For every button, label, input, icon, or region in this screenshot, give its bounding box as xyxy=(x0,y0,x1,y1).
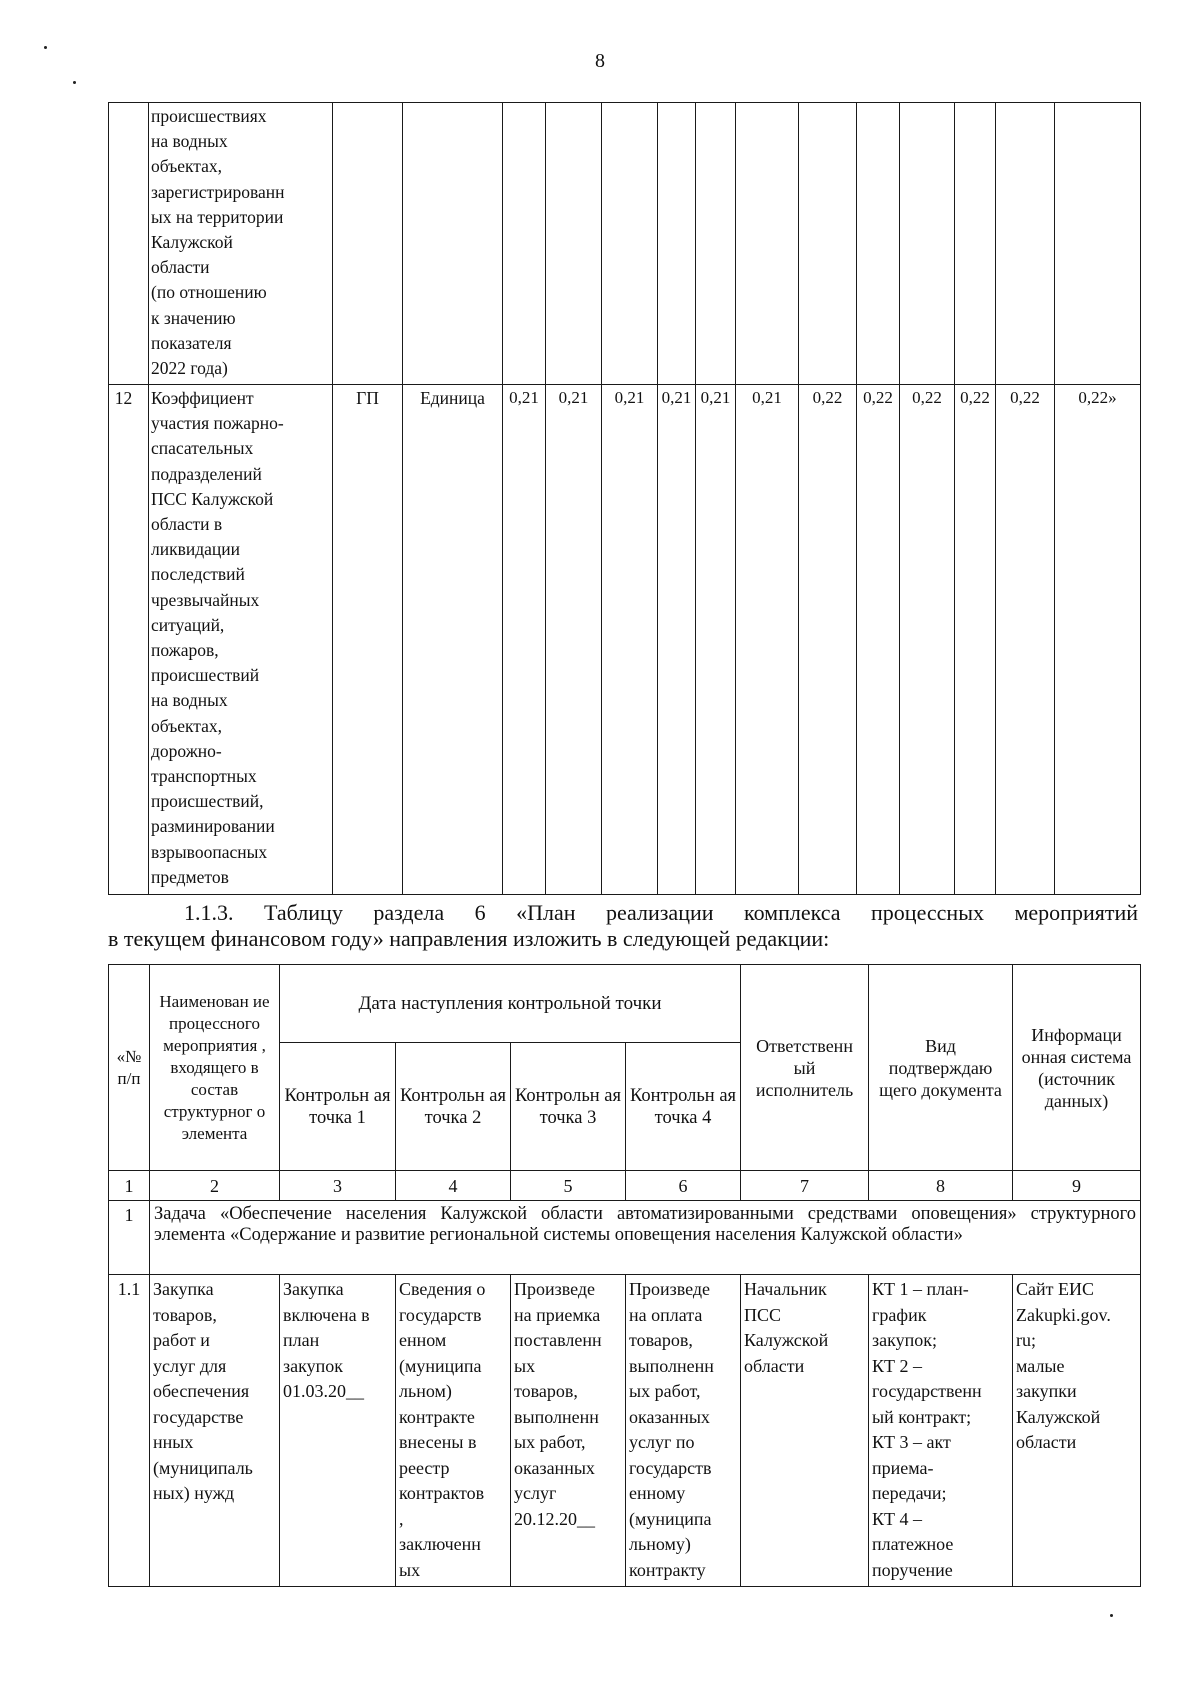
header-kt3: Контрольн ая точка 3 xyxy=(511,1043,626,1171)
column-number: 2 xyxy=(150,1171,280,1201)
scan-speck xyxy=(44,46,47,49)
executor-cell: Начальник ПСС Калужской области xyxy=(741,1275,869,1587)
task-num: 1 xyxy=(109,1201,150,1275)
column-number: 5 xyxy=(511,1171,626,1201)
header-kt4: Контрольн ая точка 4 xyxy=(626,1043,741,1171)
header-executor: Ответственн ый исполнитель xyxy=(741,965,869,1171)
column-number: 1 xyxy=(109,1171,150,1201)
value-cell: 0,22» xyxy=(1055,385,1141,895)
row-num-cell xyxy=(109,103,149,385)
task-row xyxy=(109,1201,1141,1275)
task-text: Задача «Обеспечение населения Калужской области автоматизированными средствами оповещения» структурного элемента «Содержание и развитие региональной системы оповещения населения Калужской области» xyxy=(150,1201,1141,1275)
column-number: 4 xyxy=(396,1171,511,1201)
scan-speck xyxy=(73,81,76,84)
value-cell: 0,22 xyxy=(955,385,996,895)
kt4-cell: Произведе на оплата товаров, выполненн ых работ, оказанных услуг по государств енному (муниципа льному) контракту xyxy=(626,1275,741,1587)
instruction-paragraph xyxy=(108,900,1138,952)
column-number: 7 xyxy=(741,1171,869,1201)
column-number: 8 xyxy=(869,1171,1013,1201)
value-cell: 0,22 xyxy=(996,385,1055,895)
measure-name-cell: Закупка товаров, работ и услуг для обеспечения государстве нных (муниципаль ных) нужд xyxy=(150,1275,280,1587)
scan-speck xyxy=(1110,1614,1113,1617)
table-row xyxy=(109,1275,1141,1587)
column-number: 9 xyxy=(1013,1171,1141,1201)
header-kt1: Контрольн ая точка 1 xyxy=(280,1043,396,1171)
kt3-cell: Произведе на приемка поставленн ых товаров, выполненн ых работ, оказанных услуг 20.12.20__ xyxy=(511,1275,626,1587)
header-num: «№ п/п xyxy=(109,965,150,1171)
header-control-date: Дата наступления контрольной точки xyxy=(280,965,741,1043)
indicator-name-cell: происшествиях на водных объектах, зарегистрированн ых на территории Калужской области (по отношению к значению показателя 2022 года) xyxy=(149,103,333,385)
plan-table xyxy=(108,964,1141,1587)
column-number: 3 xyxy=(280,1171,396,1201)
kt1-cell: Закупка включена в план закупок 01.03.20__ xyxy=(280,1275,396,1587)
value-cell: 0,21 xyxy=(658,385,696,895)
value-cell: 0,21 xyxy=(503,385,546,895)
indicator-name-cell: Коэффициент участия пожарно- спасательных подразделений ПСС Калужской области в ликвидации последствий чрезвычайных ситуаций, пожаров, происшествий на водных объектах, дорожно- транспортных происшествий, разминировании взрывоопасных предметов xyxy=(149,385,333,895)
value-cell: 0,21 xyxy=(736,385,799,895)
value-cell: 0,22 xyxy=(900,385,955,895)
page-number: 8 xyxy=(595,50,605,72)
value-cell: 0,21 xyxy=(696,385,736,895)
column-number-row xyxy=(109,1171,1141,1201)
header-info-system: Информаци онная система (источник данных) xyxy=(1013,965,1141,1171)
row-num-cell: 1.1 xyxy=(109,1275,150,1587)
kt2-cell: Сведения о государств енном (муниципа льном) контракте внесены в реестр контрактов , заключенн ых xyxy=(396,1275,511,1587)
header-row xyxy=(109,965,1141,1043)
indicators-table xyxy=(108,102,1141,895)
header-kt2: Контрольн ая точка 2 xyxy=(396,1043,511,1171)
info-system-cell: Сайт ЕИС Zakupki.gov. ru; малые закупки Калужской области xyxy=(1013,1275,1141,1587)
document-cell: КТ 1 – план- график закупок; КТ 2 – государственн ый контракт; КТ 3 – акт приема- передачи; КТ 4 – платежное поручение xyxy=(869,1275,1013,1587)
table-row xyxy=(109,103,1141,385)
value-cell: 0,22 xyxy=(799,385,857,895)
header-measure-name: Наименован ие процессного мероприятия , входящего в состав структурног о элемента xyxy=(150,965,280,1171)
value-cell: 0,22 xyxy=(857,385,900,895)
value-cell: 0,21 xyxy=(546,385,602,895)
header-document-type: Вид подтверждаю щего документа xyxy=(869,965,1013,1171)
column-number: 6 xyxy=(626,1171,741,1201)
paragraph-line: в текущем финансовом году» направления изложить в следующей редакции: xyxy=(108,926,830,951)
unit-cell: Единица xyxy=(403,385,503,895)
value-cell: 0,21 xyxy=(602,385,658,895)
level-cell: ГП xyxy=(333,385,403,895)
row-num-cell: 12 xyxy=(109,385,149,895)
table-row xyxy=(109,385,1141,895)
paragraph-line: 1.1.3. Таблицу раздела 6 «План реализации комплекса процессных мероприятий xyxy=(184,900,1138,925)
